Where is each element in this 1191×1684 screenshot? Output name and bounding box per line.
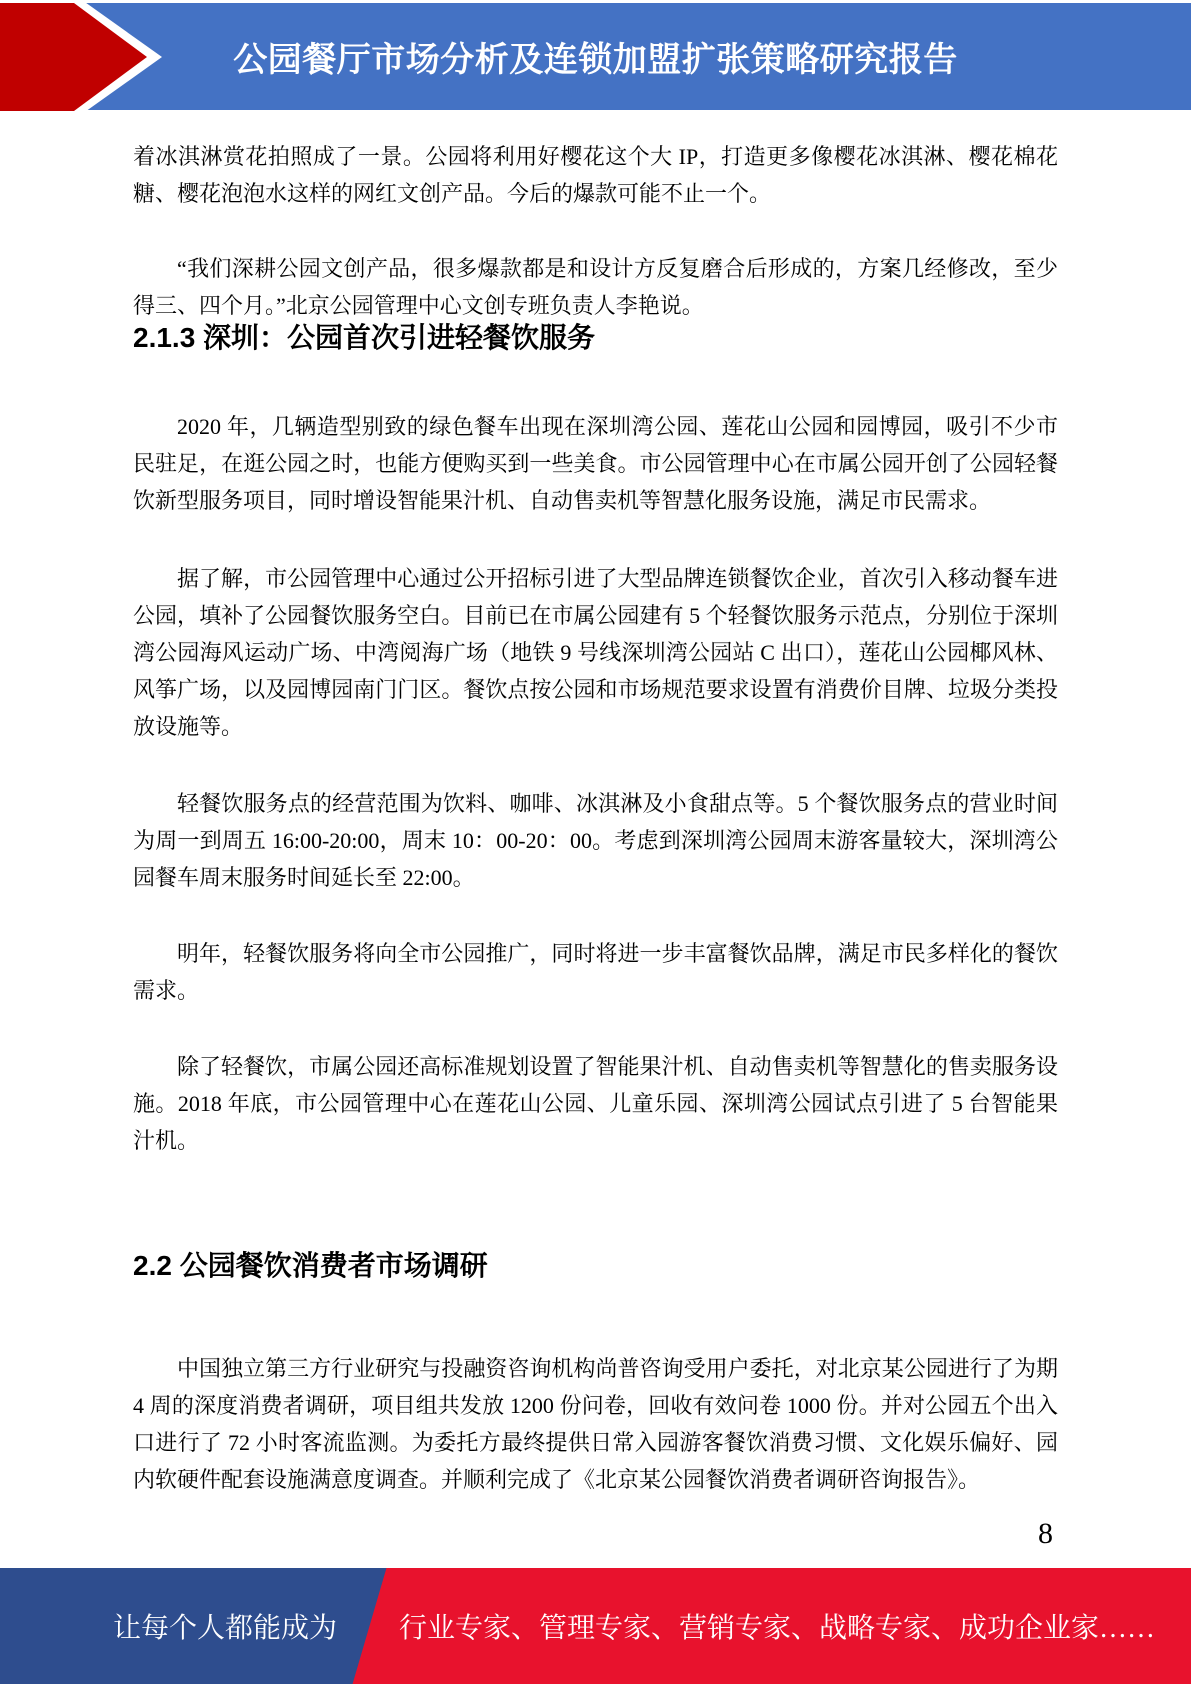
paragraph: 除了轻餐饮，市属公园还高标准规划设置了智能果汁机、自动售卖机等智慧化的售卖服务设施。2018 年底，市公园管理中心在莲花山公园、儿童乐园、深圳湾公园试点引进了 5 台智能果汁机。 — [133, 1054, 1058, 1153]
paragraph: 2020 年，几辆造型别致的绿色餐车出现在深圳湾公园、莲花山公园和园博园，吸引不少市民驻足，在逛公园之时，也能方便购买到一些美食。市公园管理中心在市属公园开创了公园轻餐饮新型服务项目，同时增设智能果汁机、自动售卖机等智慧化服务设施，满足市民需求。 — [133, 414, 1058, 513]
footer-slogan-right: 行业专家、管理专家、营销专家、战略专家、成功企业家…… — [399, 1613, 1156, 1644]
page-footer — [0, 1568, 1191, 1684]
paragraph: 中国独立第三方行业研究与投融资咨询机构尚普咨询受用户委托，对北京某公园进行了为期 4 周的深度消费者调研，项目组共发放 1200 份问卷，回收有效问卷 1000 份。并对公园五个出入口进行了 72 小时客流监测。为委托方最终提供日常入园游客餐饮消费习惯、文化娱乐偏好、园内软硬件配套设施满意度调查。并顺利完成了《北京某公园餐饮消费者调研咨询报告》。 — [133, 1356, 1058, 1492]
paragraph: 明年，轻餐饮服务将向全市公园推广，同时将进一步丰富餐饮品牌，满足市民多样化的餐饮需求。 — [133, 941, 1058, 1003]
page-number: 8 — [1038, 1517, 1053, 1550]
paragraph: “我们深耕公园文创产品，很多爆款都是和设计方反复磨合后形成的，方案几经修改，至少得三、四个月。”北京公园管理中心文创专班负责人李艳说。 — [133, 256, 1058, 318]
section-heading-2-2: 2.2 公园餐饮消费者市场调研 — [133, 1250, 488, 1281]
report-title: 公园餐厅市场分析及连锁加盟扩张策略研究报告 — [233, 41, 958, 79]
paragraph: 据了解，市公园管理中心通过公开招标引进了大型品牌连锁餐饮企业，首次引入移动餐车进公园，填补了公园餐饮服务空白。目前已在市属公园建有 5 个轻餐饮服务示范点，分别位于深圳湾公园海风运动广场、中湾阅海广场（地铁 9 号线深圳湾公园站 C 出口），莲花山公园椰风林、风筝广场，以及园博园南门门区。餐饮点按公园和市场规范要求设置有消费价目牌、垃圾分类投放设施等。 — [133, 566, 1058, 739]
paragraph: 轻餐饮服务点的经营范围为饮料、咖啡、冰淇淋及小食甜点等。5 个餐饮服务点的营业时间为周一到周五 16:00-20:00，周末 10：00-20：00。考虑到深圳湾公园周末游客量较大，深圳湾公园餐车周末服务时间延长至 22:00。 — [133, 791, 1058, 890]
paragraph: 着冰淇淋赏花拍照成了一景。公园将利用好樱花这个大 IP，打造更多像樱花冰淇淋、樱花棉花糖、樱花泡泡水这样的网红文创产品。今后的爆款可能不止一个。 — [133, 144, 1058, 206]
section-heading-2-1-3: 2.1.3 深圳：公园首次引进轻餐饮服务 — [133, 322, 596, 353]
document-body — [133, 0, 1058, 1500]
footer-slogan-left: 让每个人都能成为 — [112, 1613, 337, 1644]
